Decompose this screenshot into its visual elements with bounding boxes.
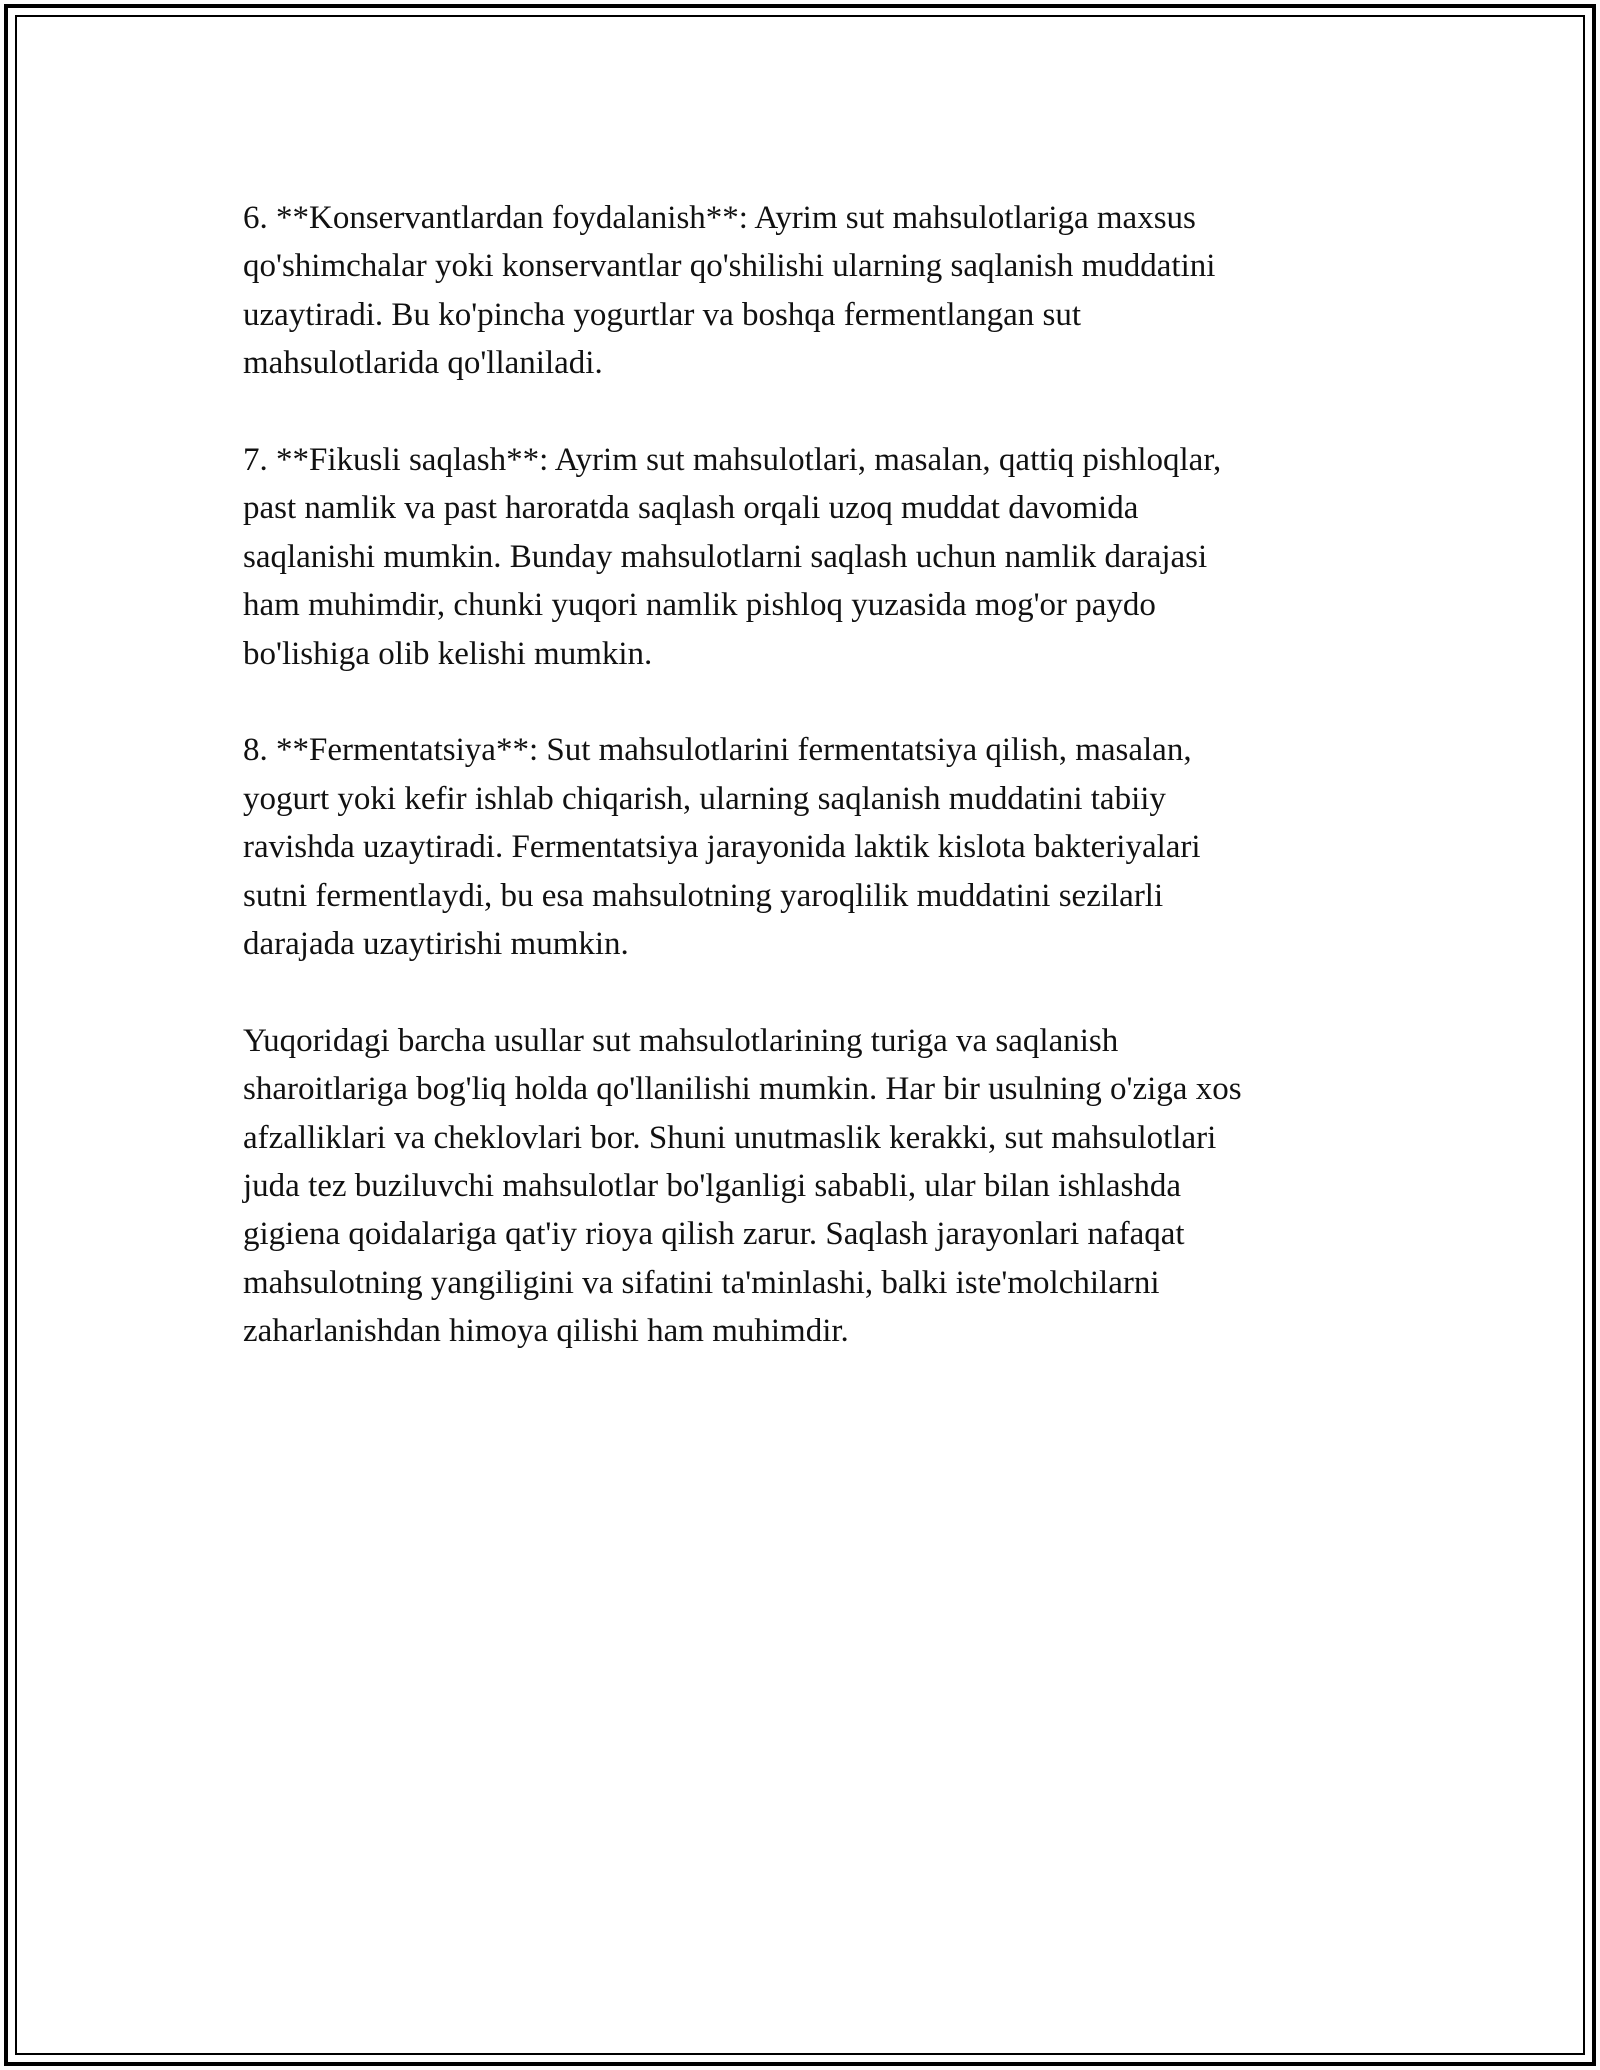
text-line: 7. **Fikusli saqlash**: Ayrim sut mahsulotlari, masalan, qattiq pishloqlar, (243, 442, 1222, 479)
text-line: bo'lishiga olib kelishi mumkin. (243, 635, 653, 672)
text-line: Yuqoridagi barcha usullar sut mahsulotlarining turiga va saqlanish (243, 1022, 1119, 1059)
text-line: 8. **Fermentatsiya**: Sut mahsulotlarini fermentatsiya qilish, masalan, (243, 732, 1192, 769)
text-line: sharoitlariga bog'liq holda qo'llanilishi mumkin. Har bir usulning o'ziga xos (243, 1071, 1242, 1108)
text-line: juda tez buziluvchi mahsulotlar bo'lganligi sababli, ular bilan ishlashda (243, 1168, 1181, 1205)
text-line: zaharlanishdan himoya qilishi ham muhimdir. (243, 1313, 849, 1350)
text-line: mahsulotlarida qo'llaniladi. (243, 345, 603, 382)
document-body (243, 194, 1368, 1404)
text-line: uzaytiradi. Bu ko'pincha yogurtlar va boshqa fermentlangan sut (243, 296, 1082, 333)
text-line: 6. **Konservantlardan foydalanish**: Ayrim sut mahsulotlariga maxsus (243, 200, 1196, 236)
text-line: qo'shimchalar yoki konservantlar qo'shilishi ularning saqlanish muddatini (243, 248, 1216, 285)
text-line: saqlanishi mumkin. Bunday mahsulotlarni saqlash uchun namlik darajasi (243, 538, 1208, 575)
paragraph-fikusli-saqlash (243, 436, 1368, 678)
text-line: sutni fermentlaydi, bu esa mahsulotning yaroqlilik muddatini sezilarli (243, 877, 1164, 914)
text-line: afzalliklari va cheklovlari bor. Shuni unutmaslik kerakki, sut mahsulotlari (243, 1119, 1217, 1156)
text-line: gigiena qoidalariga qat'iy rioya qilish zarur. Saqlash jarayonlari nafaqat (243, 1216, 1185, 1253)
paragraph-konservantlar (243, 194, 1368, 388)
text-line: past namlik va past haroratda saqlash orqali uzoq muddat davomida (243, 490, 1139, 527)
text-line: ravishda uzaytiradi. Fermentatsiya jarayonida laktik kislota bakteriyalari (243, 829, 1201, 866)
paragraph-conclusion (243, 1017, 1368, 1356)
text-line: mahsulotning yangiligini va sifatini ta'minlashi, balki iste'molchilarni (243, 1264, 1160, 1301)
text-line: ham muhimdir, chunki yuqori namlik pishloq yuzasida mog'or paydo (243, 587, 1156, 624)
page-border (4, 4, 1596, 2066)
text-line: darajada uzaytirishi mumkin. (243, 926, 629, 963)
text-line: yogurt yoki kefir ishlab chiqarish, ularning saqlanish muddatini tabiiy (243, 780, 1166, 817)
paragraph-fermentatsiya (243, 726, 1368, 968)
